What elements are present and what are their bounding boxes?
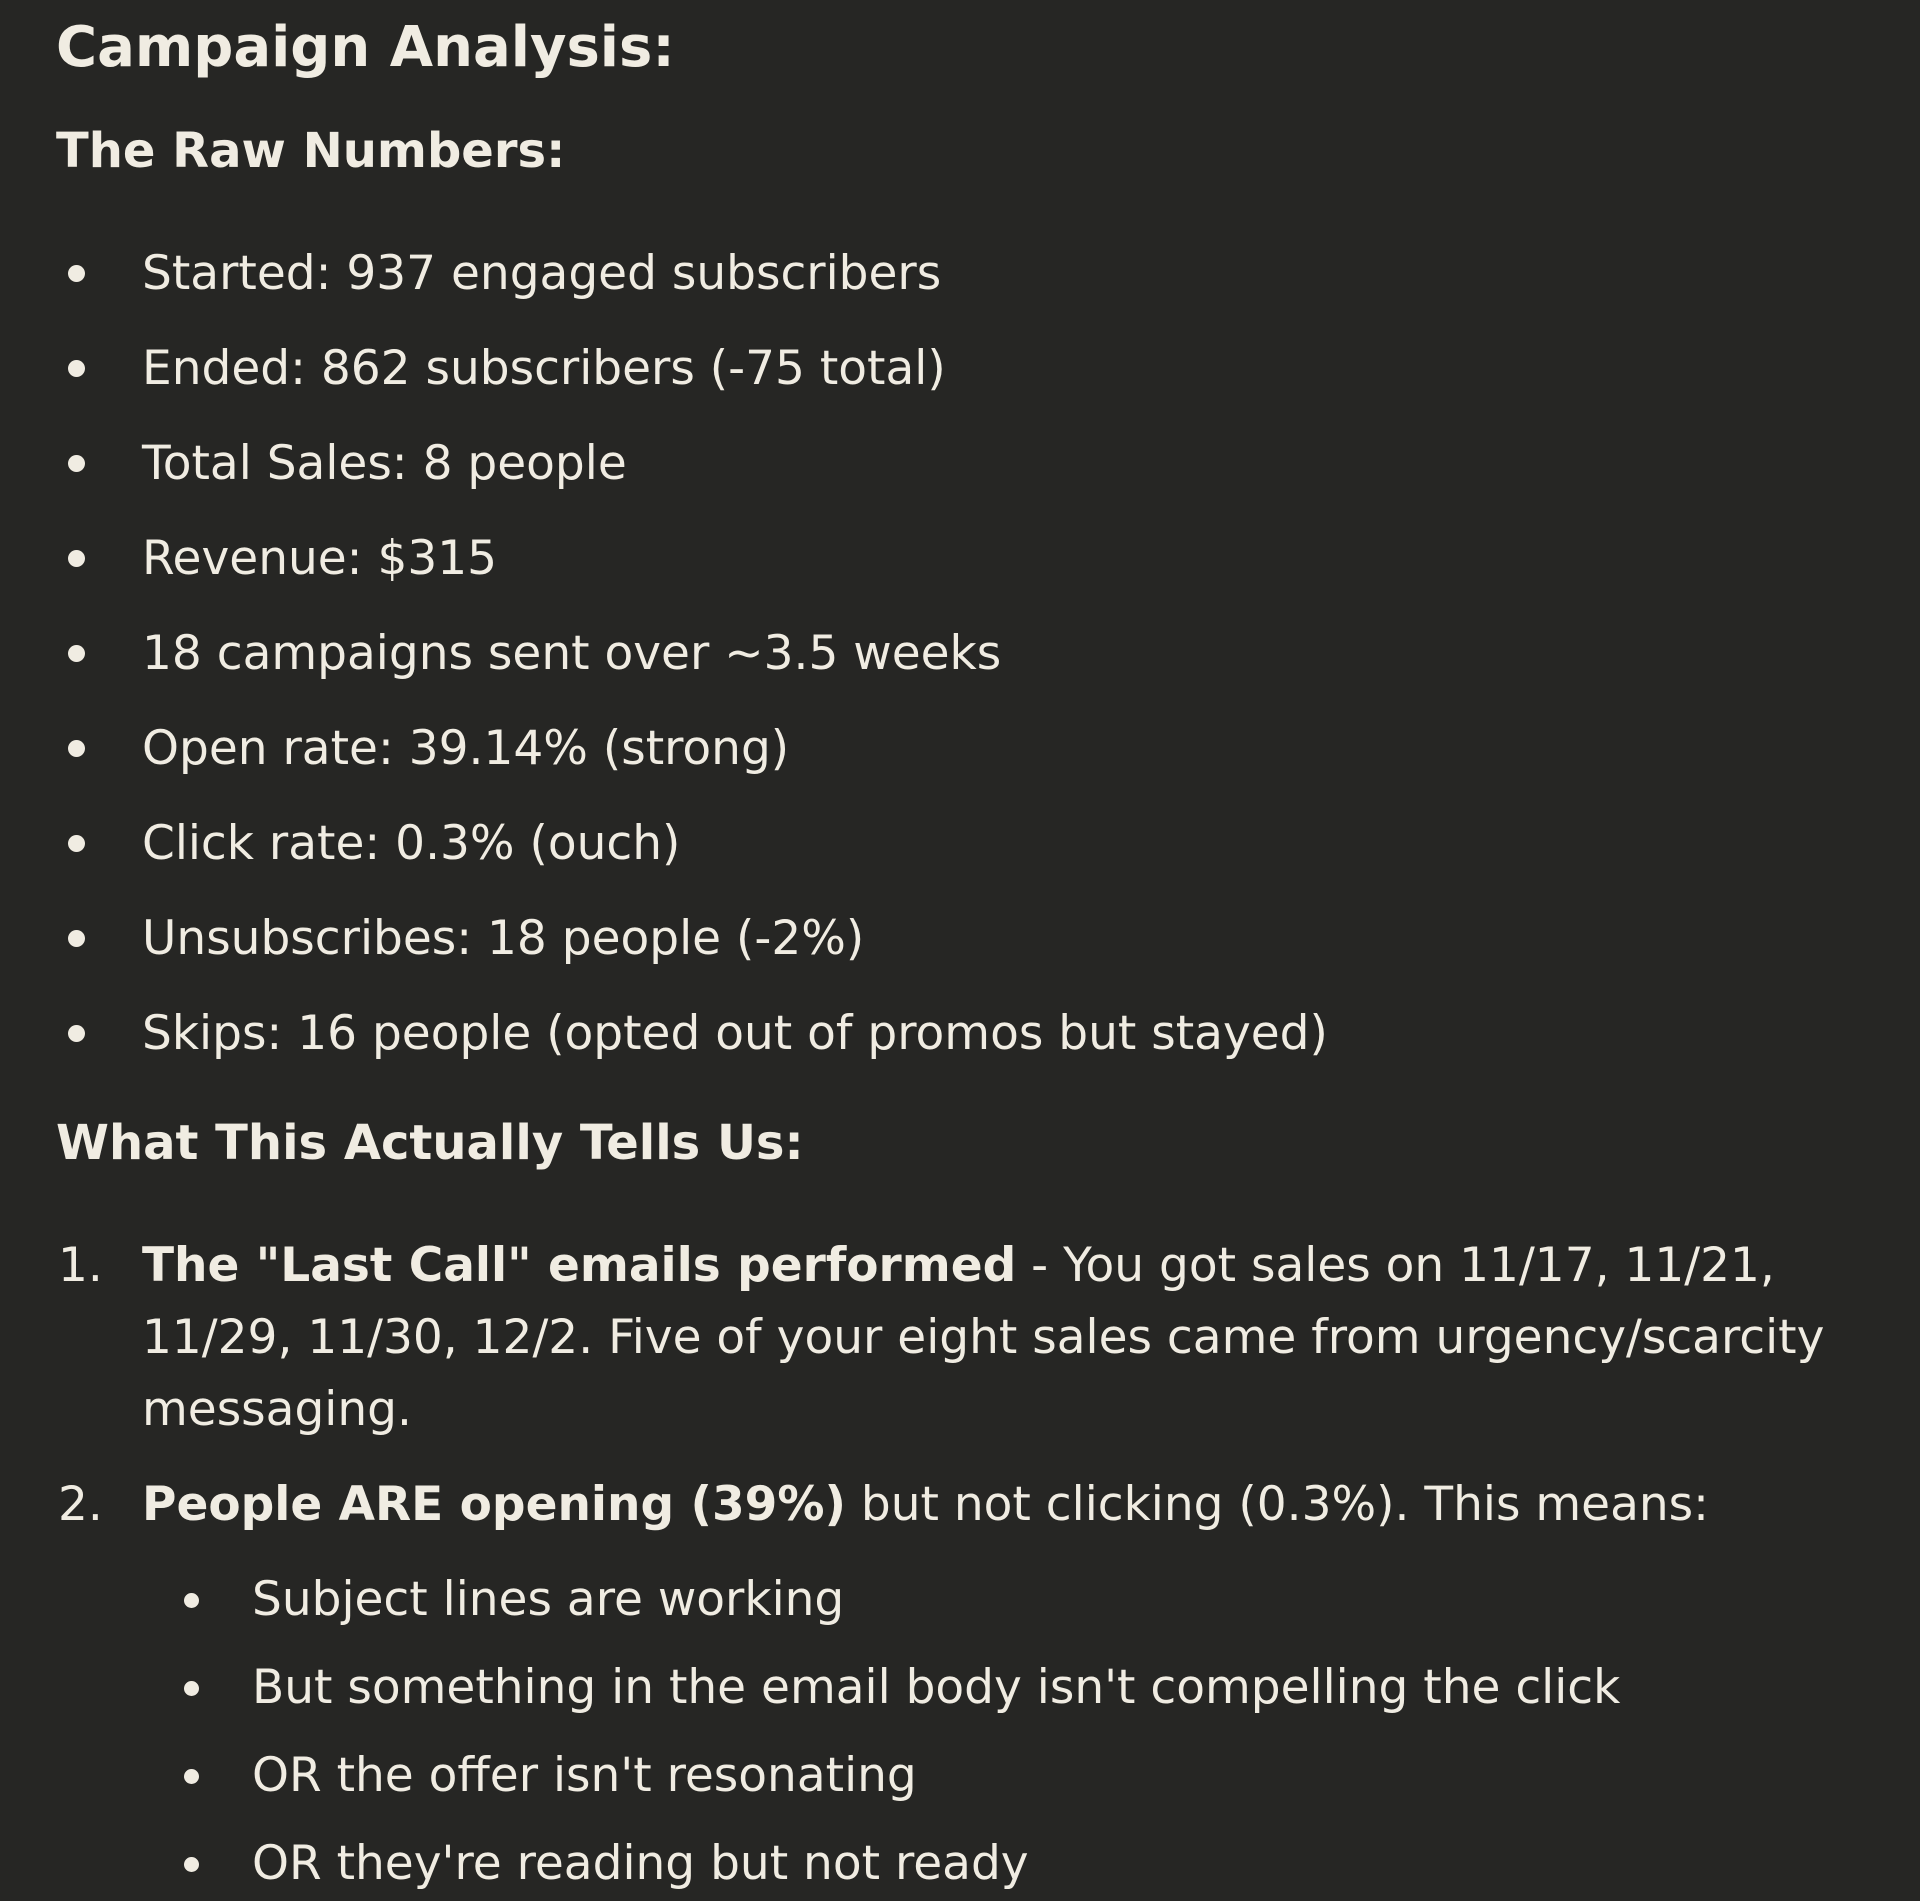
bullet-icon xyxy=(68,930,85,947)
sub-list-item-text: OR the offer isn't resonating xyxy=(252,1748,917,1803)
bullet-icon xyxy=(184,1857,199,1872)
sub-bullet-list xyxy=(142,1564,1896,1900)
item-bold-text: People ARE opening (39%) xyxy=(142,1477,846,1532)
list-item xyxy=(56,713,1896,785)
tells-us-list xyxy=(56,1230,1896,1900)
list-item xyxy=(56,428,1896,500)
bullet-icon xyxy=(184,1681,199,1696)
list-item-text: Revenue: $315 xyxy=(142,531,498,586)
bullet-icon xyxy=(68,645,85,662)
list-item-text: Unsubscribes: 18 people (-2%) xyxy=(142,911,865,966)
sub-list-item-text: Subject lines are working xyxy=(252,1572,845,1627)
bullet-icon xyxy=(68,360,85,377)
sub-list-item xyxy=(142,1564,1896,1636)
list-item xyxy=(56,523,1896,595)
sub-list-item xyxy=(142,1828,1896,1900)
list-item xyxy=(56,903,1896,975)
item-number: 1. xyxy=(58,1238,103,1293)
list-item-text: 18 campaigns sent over ~3.5 weeks xyxy=(142,626,1002,681)
list-item xyxy=(56,238,1896,310)
list-item-text: Click rate: 0.3% (ouch) xyxy=(142,816,681,871)
sub-list-item xyxy=(142,1740,1896,1812)
bullet-icon xyxy=(184,1769,199,1784)
item-number: 2. xyxy=(58,1477,103,1532)
item-bold-text: The "Last Call" emails performed xyxy=(142,1238,1017,1293)
bullet-icon xyxy=(68,1025,85,1042)
bullet-icon xyxy=(68,455,85,472)
list-item-text: Ended: 862 subscribers (-75 total) xyxy=(142,341,946,396)
bullet-icon xyxy=(68,835,85,852)
section-heading-raw-numbers: The Raw Numbers: xyxy=(56,123,566,179)
raw-numbers-list xyxy=(56,238,1896,1070)
bullet-icon xyxy=(68,265,85,282)
item-text: - You got sales on 11/17, 11/21, 11/29, 11/30, 12/2. Five of your eight sales came from urgency/scarcity messaging. xyxy=(142,1238,1825,1437)
bullet-icon xyxy=(68,550,85,567)
sub-list-item xyxy=(142,1652,1896,1724)
campaign-analysis-document xyxy=(56,14,1896,1900)
list-item xyxy=(56,808,1896,880)
list-item xyxy=(56,333,1896,405)
list-item-text: Total Sales: 8 people xyxy=(142,436,627,491)
bullet-icon xyxy=(184,1593,199,1608)
list-item-text: Started: 937 engaged subscribers xyxy=(142,246,942,301)
list-item-text: Open rate: 39.14% (strong) xyxy=(142,721,790,776)
sub-list-item-text: But something in the email body isn't compelling the click xyxy=(252,1660,1621,1715)
numbered-item xyxy=(56,1230,1896,1446)
bullet-icon xyxy=(68,740,85,757)
section-heading-tells-us: What This Actually Tells Us: xyxy=(56,1115,804,1171)
numbered-item xyxy=(56,1469,1896,1900)
page-title: Campaign Analysis: xyxy=(56,15,675,80)
list-item-text: Skips: 16 people (opted out of promos but stayed) xyxy=(142,1006,1328,1061)
sub-list-item-text: OR they're reading but not ready xyxy=(252,1836,1029,1891)
item-text: but not clicking (0.3%). This means: xyxy=(845,1477,1709,1532)
list-item xyxy=(56,998,1896,1070)
list-item xyxy=(56,618,1896,690)
